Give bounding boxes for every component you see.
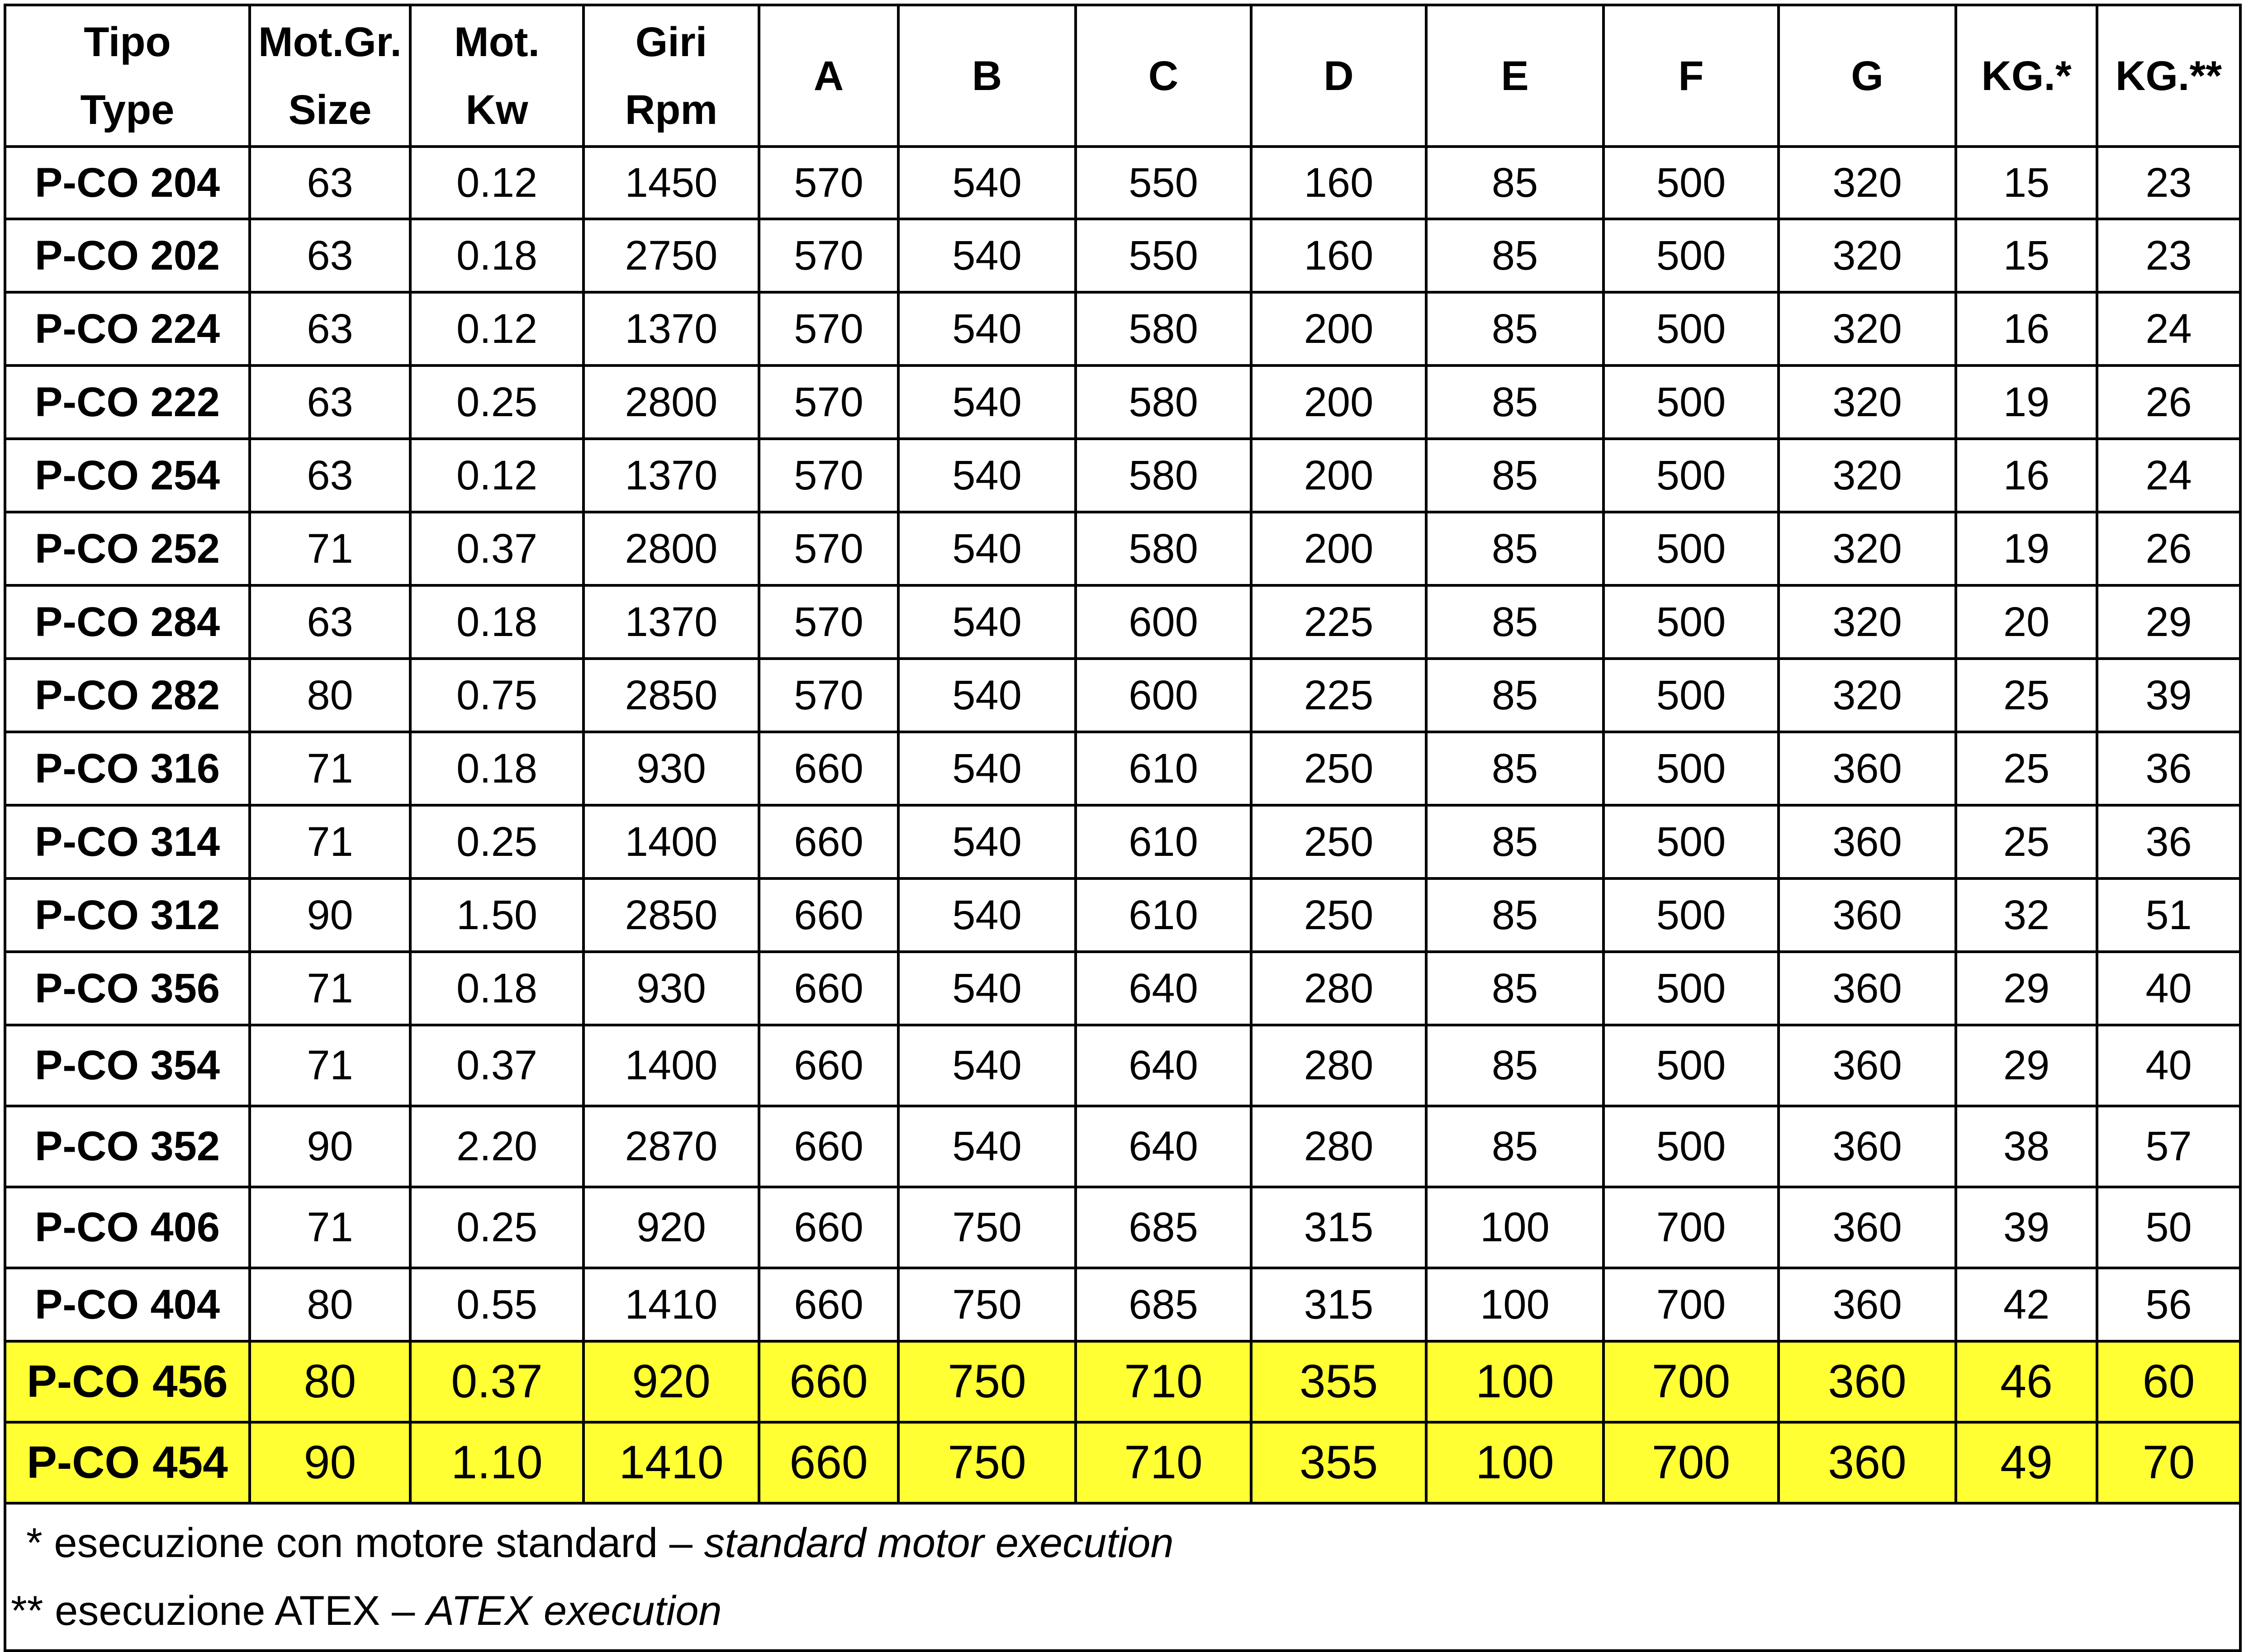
cell-d: 315 [1251, 1187, 1426, 1268]
cell-c: 640 [1076, 1106, 1251, 1187]
cell-kg-atex: 70 [2097, 1422, 2240, 1503]
cell-g: 360 [1779, 1025, 1956, 1106]
cell-c: 685 [1076, 1268, 1251, 1341]
cell-kg-standard: 15 [1956, 219, 2097, 292]
cell-kw: 0.37 [410, 1341, 584, 1422]
cell-d: 280 [1251, 1025, 1426, 1106]
cell-kw: 0.37 [410, 1025, 584, 1106]
table-row [5, 1106, 2240, 1187]
cell-kg-standard: 29 [1956, 1025, 2097, 1106]
cell-e: 85 [1426, 805, 1604, 878]
cell-size: 71 [250, 1187, 410, 1268]
note-standard-italic: standard motor execution [704, 1520, 1174, 1566]
cell-g: 360 [1779, 952, 1956, 1025]
cell-g: 360 [1779, 1187, 1956, 1268]
cell-f: 500 [1604, 1106, 1779, 1187]
cell-d: 355 [1251, 1422, 1426, 1503]
cell-f: 500 [1604, 366, 1779, 439]
cell-f: 500 [1604, 805, 1779, 878]
cell-kw: 0.18 [410, 732, 584, 805]
cell-d: 280 [1251, 1106, 1426, 1187]
cell-kg-atex: 40 [2097, 1025, 2240, 1106]
cell-f: 500 [1604, 512, 1779, 585]
cell-e: 100 [1426, 1341, 1604, 1422]
cell-size: 63 [250, 147, 410, 219]
cell-kg-standard: 20 [1956, 585, 2097, 659]
cell-c: 640 [1076, 952, 1251, 1025]
cell-kw: 0.12 [410, 439, 584, 512]
table-row [5, 1422, 2240, 1503]
cell-kg-standard: 25 [1956, 732, 2097, 805]
cell-kg-atex: 24 [2097, 439, 2240, 512]
table-row [5, 292, 2240, 366]
cell-type: P-CO 404 [5, 1268, 250, 1341]
cell-size: 63 [250, 366, 410, 439]
cell-f: 700 [1604, 1268, 1779, 1341]
cell-a: 660 [759, 1341, 898, 1422]
cell-rpm: 2850 [584, 659, 759, 732]
cell-e: 100 [1426, 1422, 1604, 1503]
cell-size: 90 [250, 1106, 410, 1187]
cell-e: 100 [1426, 1187, 1604, 1268]
cell-rpm: 1410 [584, 1422, 759, 1503]
header-g: G [1779, 5, 1956, 147]
cell-d: 200 [1251, 439, 1426, 512]
cell-d: 200 [1251, 512, 1426, 585]
cell-kg-atex: 40 [2097, 952, 2240, 1025]
table-row [5, 878, 2240, 952]
table-row [5, 585, 2240, 659]
cell-f: 500 [1604, 952, 1779, 1025]
cell-size: 71 [250, 1025, 410, 1106]
notes-row [5, 1503, 2240, 1651]
cell-c: 600 [1076, 659, 1251, 732]
cell-kw: 0.12 [410, 147, 584, 219]
note-atex [11, 1577, 2239, 1645]
header-type-en: Type [80, 86, 175, 133]
cell-b: 540 [898, 366, 1076, 439]
table-row [5, 366, 2240, 439]
cell-f: 500 [1604, 219, 1779, 292]
cell-kg-atex: 36 [2097, 805, 2240, 878]
cell-size: 63 [250, 585, 410, 659]
cell-kw: 0.75 [410, 659, 584, 732]
cell-f: 500 [1604, 585, 1779, 659]
header-d: D [1251, 5, 1426, 147]
cell-d: 200 [1251, 366, 1426, 439]
cell-b: 540 [898, 147, 1076, 219]
cell-c: 710 [1076, 1422, 1251, 1503]
cell-rpm: 2800 [584, 512, 759, 585]
header-size [250, 5, 410, 147]
cell-d: 225 [1251, 659, 1426, 732]
cell-size: 71 [250, 512, 410, 585]
cell-kg-atex: 60 [2097, 1341, 2240, 1422]
cell-b: 540 [898, 439, 1076, 512]
cell-size: 80 [250, 659, 410, 732]
cell-b: 540 [898, 512, 1076, 585]
cell-kg-standard: 42 [1956, 1268, 2097, 1341]
header-rpm-it: Giri [635, 19, 707, 65]
cell-type: P-CO 406 [5, 1187, 250, 1268]
cell-b: 540 [898, 732, 1076, 805]
cell-rpm: 920 [584, 1187, 759, 1268]
cell-g: 360 [1779, 805, 1956, 878]
cell-kw: 0.55 [410, 1268, 584, 1341]
cell-rpm: 2870 [584, 1106, 759, 1187]
header-kw-en: Kw [465, 86, 528, 133]
cell-d: 200 [1251, 292, 1426, 366]
header-rpm [584, 5, 759, 147]
cell-kg-atex: 26 [2097, 512, 2240, 585]
cell-rpm: 2750 [584, 219, 759, 292]
header-size-en: Size [288, 86, 372, 133]
cell-size: 63 [250, 219, 410, 292]
cell-c: 710 [1076, 1341, 1251, 1422]
cell-a: 570 [759, 292, 898, 366]
cell-b: 750 [898, 1422, 1076, 1503]
cell-f: 700 [1604, 1422, 1779, 1503]
table-row [5, 805, 2240, 878]
cell-e: 85 [1426, 659, 1604, 732]
header-kw-it: Mot. [454, 19, 540, 65]
header-c: C [1076, 5, 1251, 147]
cell-kg-standard: 39 [1956, 1187, 2097, 1268]
cell-g: 360 [1779, 1422, 1956, 1503]
cell-e: 85 [1426, 878, 1604, 952]
cell-type: P-CO 354 [5, 1025, 250, 1106]
cell-rpm: 930 [584, 952, 759, 1025]
cell-b: 540 [898, 585, 1076, 659]
cell-a: 660 [759, 1268, 898, 1341]
note-atex-italic: ATEX execution [426, 1588, 722, 1634]
cell-size: 90 [250, 878, 410, 952]
cell-type: P-CO 252 [5, 512, 250, 585]
cell-e: 85 [1426, 1106, 1604, 1187]
cell-type: P-CO 454 [5, 1422, 250, 1503]
cell-kg-standard: 15 [1956, 147, 2097, 219]
cell-type: P-CO 282 [5, 659, 250, 732]
table-row [5, 659, 2240, 732]
cell-a: 570 [759, 219, 898, 292]
cell-kw: 0.37 [410, 512, 584, 585]
cell-kg-atex: 29 [2097, 585, 2240, 659]
cell-kg-standard: 19 [1956, 366, 2097, 439]
cell-d: 280 [1251, 952, 1426, 1025]
cell-kw: 1.10 [410, 1422, 584, 1503]
cell-f: 700 [1604, 1341, 1779, 1422]
cell-b: 540 [898, 219, 1076, 292]
cell-size: 90 [250, 1422, 410, 1503]
cell-f: 700 [1604, 1187, 1779, 1268]
cell-f: 500 [1604, 147, 1779, 219]
cell-b: 540 [898, 1025, 1076, 1106]
cell-size: 71 [250, 952, 410, 1025]
cell-rpm: 1400 [584, 1025, 759, 1106]
cell-d: 160 [1251, 147, 1426, 219]
cell-c: 550 [1076, 219, 1251, 292]
cell-a: 660 [759, 1422, 898, 1503]
cell-kg-standard: 16 [1956, 439, 2097, 512]
cell-a: 570 [759, 512, 898, 585]
cell-b: 540 [898, 292, 1076, 366]
cell-size: 63 [250, 292, 410, 366]
cell-kg-atex: 23 [2097, 219, 2240, 292]
cell-e: 85 [1426, 512, 1604, 585]
cell-g: 320 [1779, 366, 1956, 439]
cell-kg-standard: 29 [1956, 952, 2097, 1025]
table-row [5, 732, 2240, 805]
cell-a: 660 [759, 805, 898, 878]
cell-e: 85 [1426, 585, 1604, 659]
cell-rpm: 1450 [584, 147, 759, 219]
header-a: A [759, 5, 898, 147]
cell-a: 570 [759, 366, 898, 439]
cell-a: 570 [759, 439, 898, 512]
cell-kw: 0.18 [410, 219, 584, 292]
cell-f: 500 [1604, 1025, 1779, 1106]
cell-size: 71 [250, 732, 410, 805]
cell-g: 360 [1779, 1106, 1956, 1187]
cell-rpm: 1410 [584, 1268, 759, 1341]
cell-type: P-CO 316 [5, 732, 250, 805]
cell-rpm: 2800 [584, 366, 759, 439]
table-row [5, 1268, 2240, 1341]
table-row [5, 512, 2240, 585]
cell-kg-atex: 56 [2097, 1268, 2240, 1341]
header-kg-standard: KG.* [1956, 5, 2097, 147]
cell-d: 225 [1251, 585, 1426, 659]
cell-kg-standard: 46 [1956, 1341, 2097, 1422]
cell-c: 610 [1076, 805, 1251, 878]
cell-g: 320 [1779, 439, 1956, 512]
header-type [5, 5, 250, 147]
cell-kg-atex: 36 [2097, 732, 2240, 805]
cell-f: 500 [1604, 659, 1779, 732]
cell-d: 315 [1251, 1268, 1426, 1341]
cell-type: P-CO 314 [5, 805, 250, 878]
header-type-it: Tipo [84, 19, 171, 65]
cell-c: 580 [1076, 439, 1251, 512]
cell-c: 580 [1076, 512, 1251, 585]
cell-kg-standard: 25 [1956, 805, 2097, 878]
cell-type: P-CO 222 [5, 366, 250, 439]
header-rpm-en: Rpm [625, 86, 718, 133]
cell-f: 500 [1604, 439, 1779, 512]
cell-c: 640 [1076, 1025, 1251, 1106]
cell-g: 320 [1779, 659, 1956, 732]
cell-kw: 2.20 [410, 1106, 584, 1187]
cell-c: 580 [1076, 292, 1251, 366]
cell-kg-standard: 16 [1956, 292, 2097, 366]
note-atex-text: ** esecuzione ATEX – [11, 1588, 427, 1634]
cell-type: P-CO 352 [5, 1106, 250, 1187]
table-row [5, 439, 2240, 512]
cell-e: 85 [1426, 732, 1604, 805]
cell-kg-atex: 57 [2097, 1106, 2240, 1187]
cell-type: P-CO 202 [5, 219, 250, 292]
notes-cell [5, 1503, 2240, 1651]
table-row [5, 1341, 2240, 1422]
cell-rpm: 1370 [584, 585, 759, 659]
note-standard [11, 1509, 2239, 1577]
cell-b: 750 [898, 1268, 1076, 1341]
cell-g: 320 [1779, 292, 1956, 366]
cell-e: 85 [1426, 147, 1604, 219]
cell-b: 750 [898, 1187, 1076, 1268]
cell-g: 360 [1779, 878, 1956, 952]
cell-kg-atex: 23 [2097, 147, 2240, 219]
cell-d: 160 [1251, 219, 1426, 292]
cell-rpm: 920 [584, 1341, 759, 1422]
table-row [5, 147, 2240, 219]
cell-a: 660 [759, 732, 898, 805]
cell-d: 250 [1251, 805, 1426, 878]
cell-kg-atex: 24 [2097, 292, 2240, 366]
cell-a: 660 [759, 1025, 898, 1106]
cell-e: 85 [1426, 439, 1604, 512]
cell-e: 85 [1426, 292, 1604, 366]
cell-f: 500 [1604, 292, 1779, 366]
header-e: E [1426, 5, 1604, 147]
table-row [5, 1025, 2240, 1106]
cell-rpm: 930 [584, 732, 759, 805]
cell-c: 685 [1076, 1187, 1251, 1268]
cell-kg-standard: 25 [1956, 659, 2097, 732]
cell-size: 80 [250, 1341, 410, 1422]
cell-d: 355 [1251, 1341, 1426, 1422]
cell-type: P-CO 284 [5, 585, 250, 659]
cell-a: 570 [759, 659, 898, 732]
cell-kw: 0.25 [410, 1187, 584, 1268]
cell-rpm: 1370 [584, 439, 759, 512]
cell-g: 320 [1779, 147, 1956, 219]
cell-kg-standard: 32 [1956, 878, 2097, 952]
cell-g: 320 [1779, 585, 1956, 659]
header-b: B [898, 5, 1076, 147]
cell-b: 540 [898, 1106, 1076, 1187]
cell-type: P-CO 356 [5, 952, 250, 1025]
cell-b: 540 [898, 952, 1076, 1025]
cell-e: 85 [1426, 952, 1604, 1025]
cell-e: 85 [1426, 219, 1604, 292]
table-row [5, 952, 2240, 1025]
cell-e: 85 [1426, 1025, 1604, 1106]
cell-type: P-CO 312 [5, 878, 250, 952]
cell-a: 570 [759, 585, 898, 659]
cell-kg-atex: 50 [2097, 1187, 2240, 1268]
cell-kw: 0.18 [410, 585, 584, 659]
cell-rpm: 1400 [584, 805, 759, 878]
cell-c: 580 [1076, 366, 1251, 439]
cell-b: 750 [898, 1341, 1076, 1422]
cell-type: P-CO 204 [5, 147, 250, 219]
cell-kw: 0.25 [410, 805, 584, 878]
cell-d: 250 [1251, 732, 1426, 805]
cell-kw: 1.50 [410, 878, 584, 952]
cell-kg-standard: 19 [1956, 512, 2097, 585]
cell-kg-atex: 26 [2097, 366, 2240, 439]
cell-rpm: 2850 [584, 878, 759, 952]
header-kg-atex: KG.** [2097, 5, 2240, 147]
cell-a: 660 [759, 952, 898, 1025]
note-standard-text: * esecuzione con motore standard – [26, 1520, 704, 1566]
cell-kg-atex: 51 [2097, 878, 2240, 952]
cell-kg-atex: 39 [2097, 659, 2240, 732]
cell-a: 570 [759, 147, 898, 219]
cell-d: 250 [1251, 878, 1426, 952]
cell-g: 360 [1779, 1341, 1956, 1422]
header-f: F [1604, 5, 1779, 147]
cell-g: 320 [1779, 512, 1956, 585]
cell-c: 610 [1076, 878, 1251, 952]
cell-e: 85 [1426, 366, 1604, 439]
cell-f: 500 [1604, 732, 1779, 805]
cell-g: 360 [1779, 732, 1956, 805]
cell-c: 550 [1076, 147, 1251, 219]
cell-rpm: 1370 [584, 292, 759, 366]
cell-a: 660 [759, 1187, 898, 1268]
cell-size: 80 [250, 1268, 410, 1341]
cell-c: 600 [1076, 585, 1251, 659]
cell-f: 500 [1604, 878, 1779, 952]
table-row [5, 1187, 2240, 1268]
cell-kg-standard: 49 [1956, 1422, 2097, 1503]
cell-type: P-CO 224 [5, 292, 250, 366]
spec-table [4, 4, 2242, 1652]
cell-a: 660 [759, 1106, 898, 1187]
cell-kg-standard: 38 [1956, 1106, 2097, 1187]
table-row [5, 219, 2240, 292]
cell-g: 320 [1779, 219, 1956, 292]
cell-b: 540 [898, 878, 1076, 952]
cell-a: 660 [759, 878, 898, 952]
cell-g: 360 [1779, 1268, 1956, 1341]
cell-kw: 0.12 [410, 292, 584, 366]
cell-kw: 0.25 [410, 366, 584, 439]
cell-type: P-CO 254 [5, 439, 250, 512]
header-size-it: Mot.Gr. [258, 19, 402, 65]
header-row [5, 5, 2240, 147]
cell-b: 540 [898, 805, 1076, 878]
cell-size: 63 [250, 439, 410, 512]
cell-size: 71 [250, 805, 410, 878]
cell-c: 610 [1076, 732, 1251, 805]
cell-type: P-CO 456 [5, 1341, 250, 1422]
cell-e: 100 [1426, 1268, 1604, 1341]
cell-b: 540 [898, 659, 1076, 732]
header-kw [410, 5, 584, 147]
cell-kw: 0.18 [410, 952, 584, 1025]
